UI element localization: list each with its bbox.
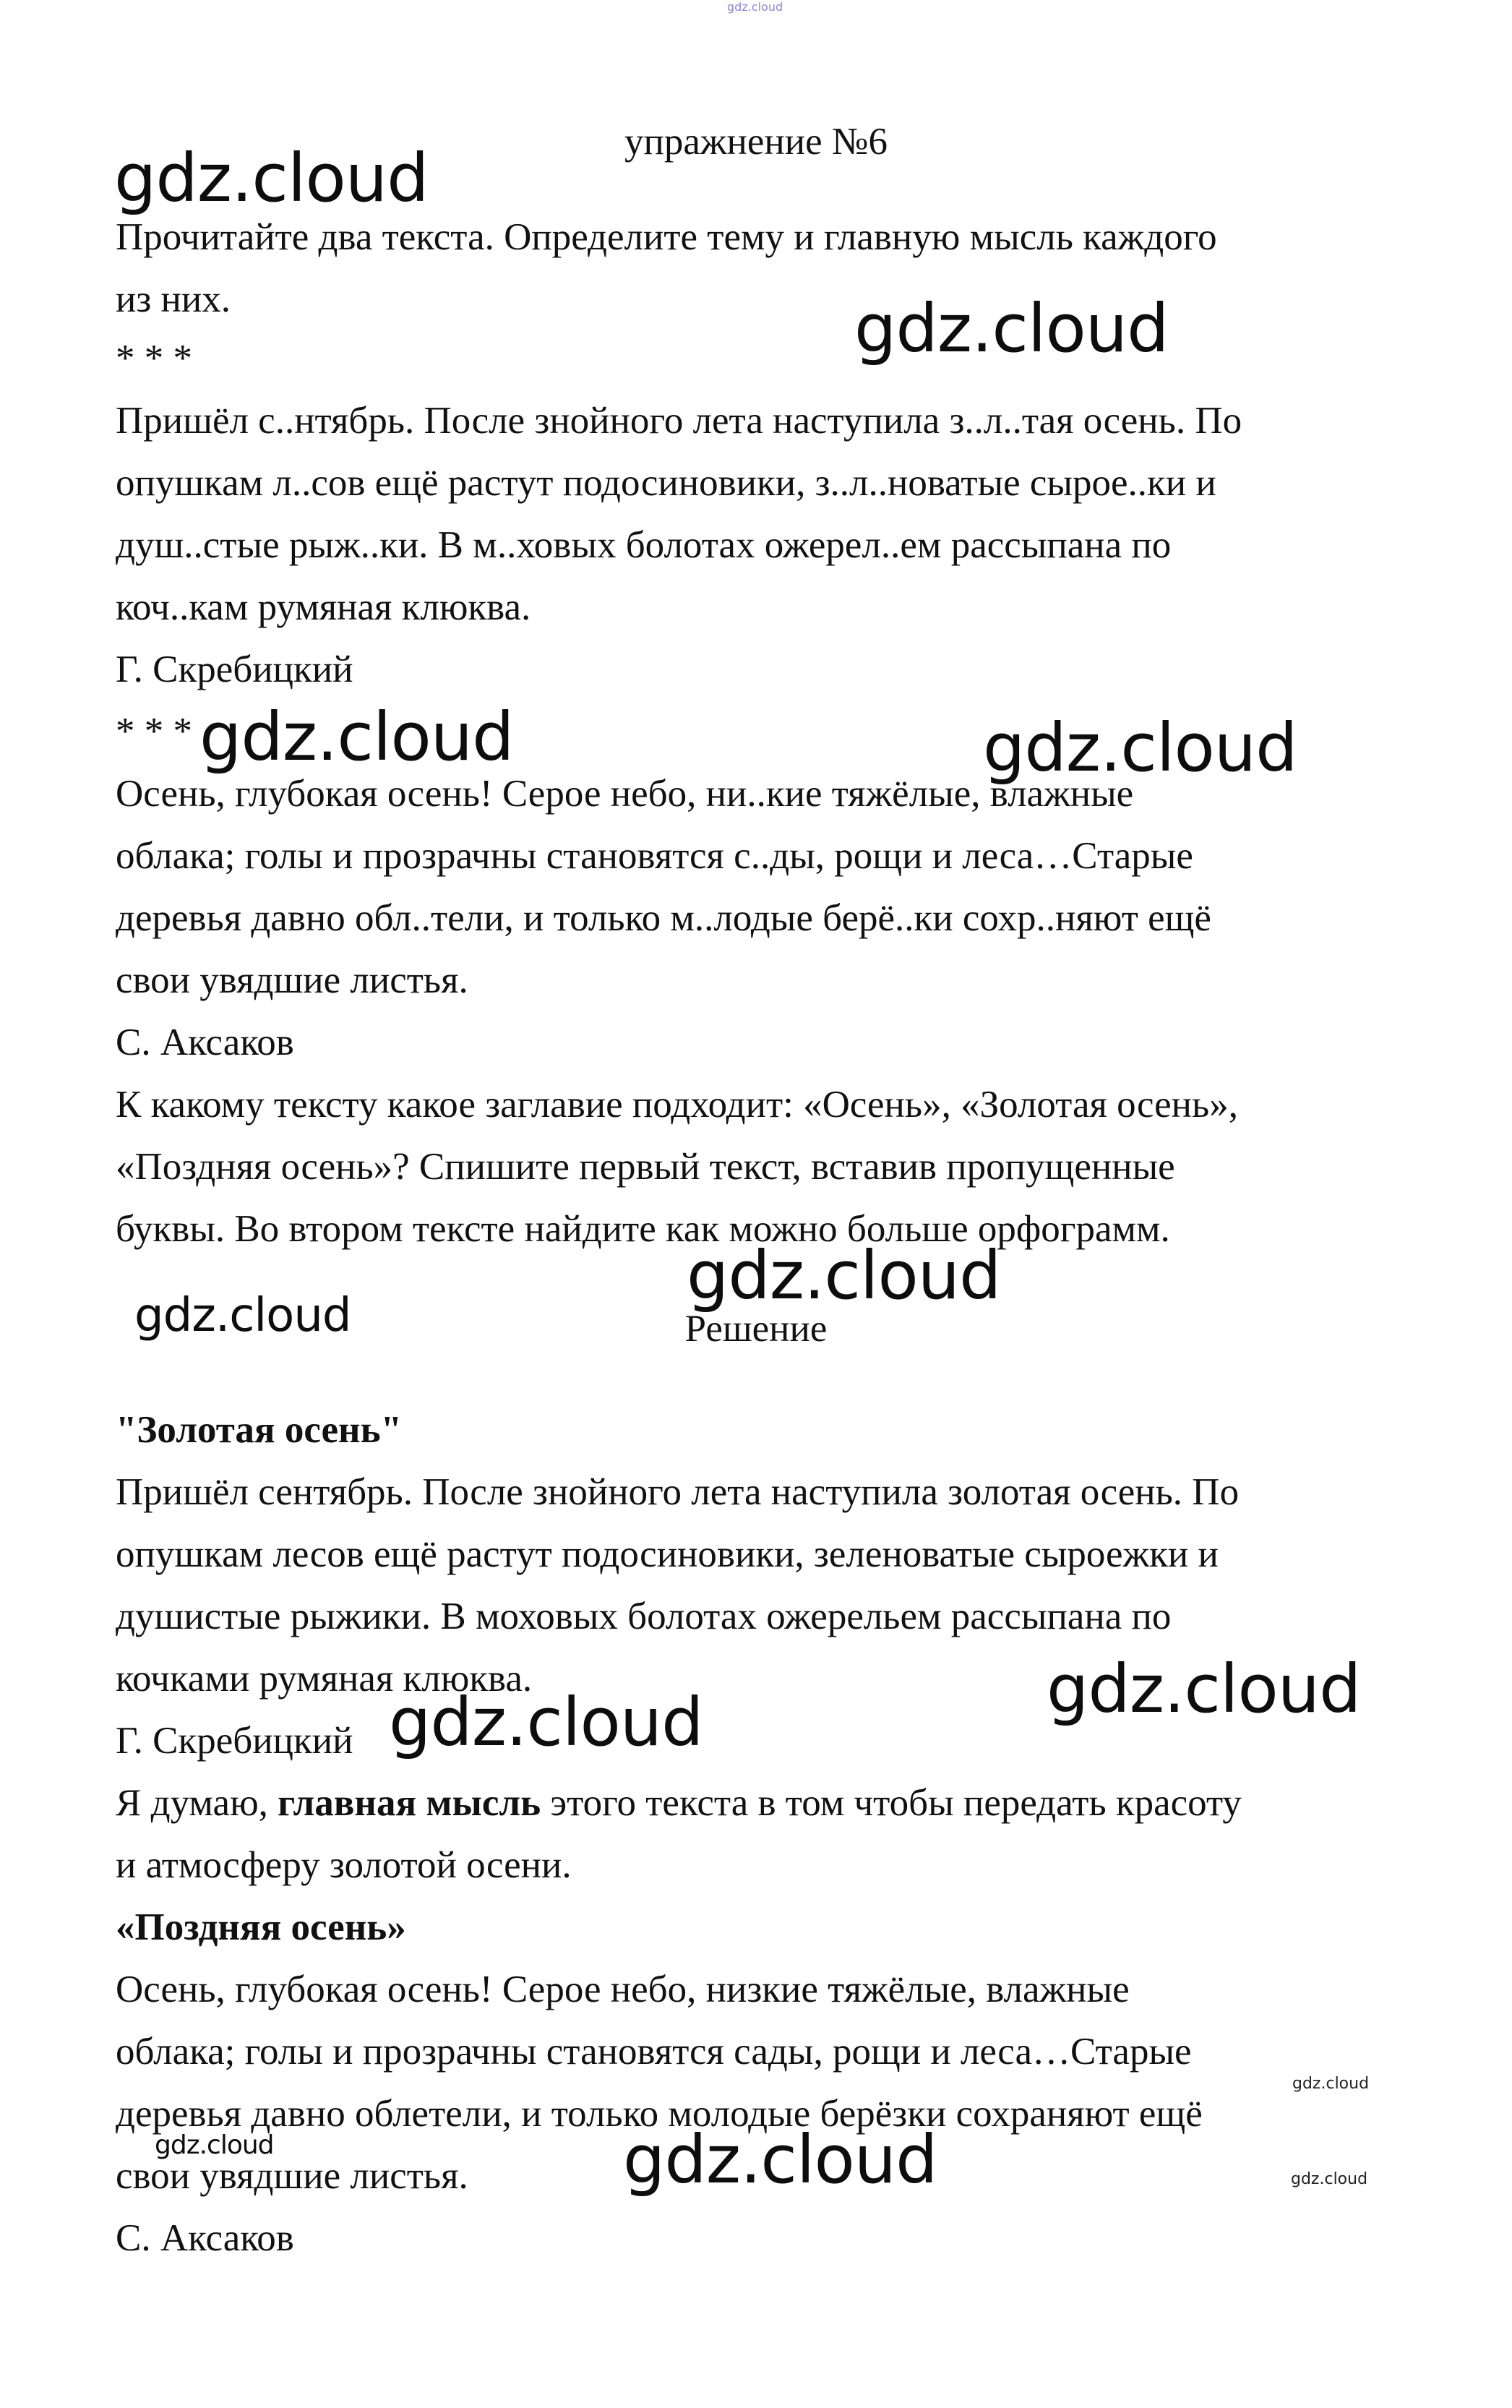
answer1-line: душистые рыжики. В моховых болотах ожерельем рассыпана по — [116, 1595, 1172, 1637]
question-line: «Поздняя осень»? Спишите первый текст, вставив пропущенные — [116, 1146, 1175, 1188]
text1-line: душ..стые рыж..ки. В м..ховых болотах ожерел..ем рассыпана по — [116, 524, 1172, 566]
text1-author: Г. Скребицкий — [116, 648, 353, 690]
question-line: К какому тексту какое заглавие подходит: «Осень», «Золотая осень», — [116, 1084, 1238, 1126]
main-thought-prefix: Я думаю, — [116, 1782, 278, 1824]
main-thought — [116, 1780, 1242, 1826]
watermark: gdz.cloud — [199, 698, 514, 776]
text1-line: коч..кам румяная клюква. — [116, 586, 531, 628]
watermark: gdz.cloud — [134, 1289, 351, 1342]
watermark-top: gdz.cloud — [727, 0, 783, 14]
watermark: gdz.cloud — [389, 1684, 703, 1761]
answer1-author: Г. Скребицкий — [116, 1720, 353, 1762]
answer1-line: опушкам лесов ещё растут подосиновики, зеленоватые сыроежки и — [116, 1533, 1219, 1575]
watermark: gdz.cloud — [854, 290, 1169, 367]
watermark: gdz.cloud — [1292, 2075, 1370, 2093]
main-thought-line2: и атмосферу золотой осени. — [116, 1844, 572, 1886]
task-line: Прочитайте два текста. Определите тему и главную мысль каждого — [116, 216, 1217, 258]
watermark: gdz.cloud — [155, 2130, 274, 2160]
answer2-line: деревья давно облетели, и только молодые берёзки сохраняют ещё — [116, 2093, 1203, 2135]
answer1-line: Пришёл сентябрь. После знойного лета наступила золотая осень. По — [116, 1471, 1240, 1513]
text2-line: деревья давно обл..тели, и только м..лодые берё..ки сохр..няют ещё — [116, 897, 1211, 939]
question-line: буквы. Во втором тексте найдите как можно больше орфограмм. — [116, 1208, 1170, 1250]
answer1-title: "Золотая осень" — [116, 1409, 403, 1451]
watermark: gdz.cloud — [623, 2121, 937, 2198]
answer2-line: свои увядшие листья. — [116, 2155, 468, 2197]
text2-line: облака; голы и прозрачны становятся с..ды, рощи и леса…Старые — [116, 835, 1193, 877]
answer2-author: С. Аксаков — [116, 2217, 294, 2259]
text2-author: С. Аксаков — [116, 1021, 294, 1063]
main-thought-suffix: этого текста в том чтобы передать красоту — [541, 1782, 1242, 1824]
answer1-line: кочками румяная клюква. — [116, 1658, 533, 1700]
text1-line: Пришёл с..нтябрь. После знойного лета наступила з..л..тая осень. По — [116, 400, 1242, 442]
solution-label: Решение — [684, 1308, 828, 1350]
watermark: gdz.cloud — [1291, 2170, 1368, 2188]
text2-line: свои увядшие листья. — [116, 959, 468, 1001]
answer2-line: облака; голы и прозрачны становятся сады, рощи и леса…Старые — [116, 2031, 1192, 2073]
task-line: из них. — [116, 278, 231, 320]
watermark: gdz.cloud — [114, 140, 429, 217]
main-thought-bold: главная мысль — [278, 1782, 541, 1824]
watermark: gdz.cloud — [1047, 1650, 1361, 1728]
text2-line: Осень, глубокая осень! Серое небо, ни..кие тяжёлые, влажные — [116, 773, 1134, 815]
separator: * * * — [116, 338, 192, 380]
exercise-title: упражнение №6 — [624, 121, 888, 163]
separator: * * * — [116, 711, 192, 753]
watermark: gdz.cloud — [687, 1237, 1001, 1314]
answer2-title: «Поздняя осень» — [116, 1906, 406, 1948]
answer2-line: Осень, глубокая осень! Серое небо, низкие тяжёлые, влажные — [116, 1968, 1130, 2010]
watermark: gdz.cloud — [983, 709, 1297, 787]
text1-line: опушкам л..сов ещё растут подосиновики, з..л..новатые сыроe..ки и — [116, 462, 1216, 504]
